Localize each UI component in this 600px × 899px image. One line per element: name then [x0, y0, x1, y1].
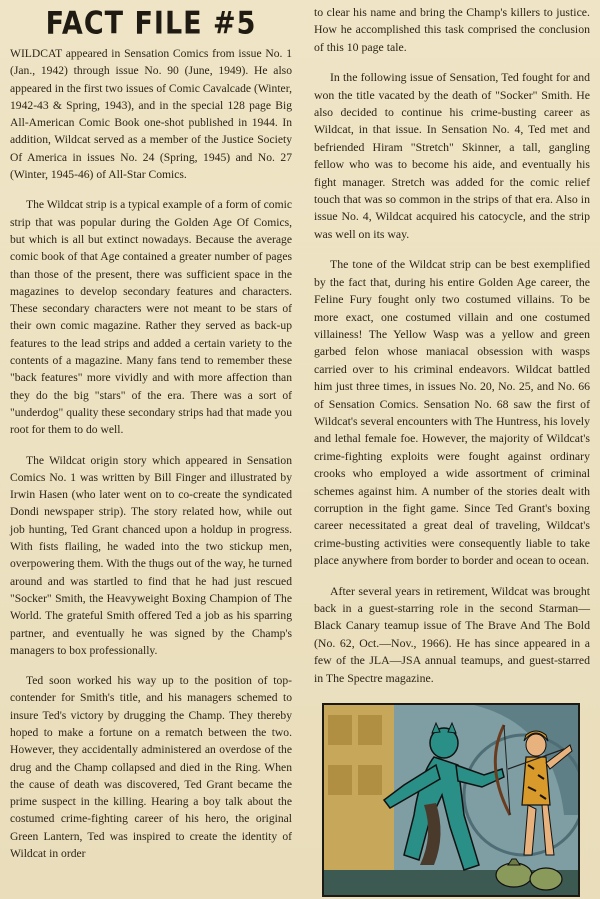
comic-panel-illustration	[322, 703, 580, 897]
paragraph-villains: The tone of the Wildcat strip can be best exemplified by the fact that, during his entire Golden Age career, the Feline Fury fought only two costumed villains. To be more exact, one costumed villain and one costumed villainess! The Yellow Wasp was a yellow and green garbed felon whose maniacal obsession with wasps carried over to his criminal endeavors. Wildcat battled him just three times, in issues No. 20, No. 25, and No. 66 of Sensation Comics. Sensation No. 68 saw the first of Wildcat's several encounters with The Huntress, his lovely and lethal female foe. However, the majority of Wildcat's crime-fighting exploits were fought against ordinary crooks who employed a wide assortment of criminal schemes against him. A number of the stories dealt with corruption in the fight game. Since Ted Grant's boxing career necessitated a great deal of traveling, Wildcat's crime-busting activities were consequently liable to take place anywhere from border to border and ocean to ocean.	[314, 257, 590, 568]
paragraph-origin-story: The Wildcat origin story which appeared in Sensation Comics No. 1 was written by Bill Finger and illustrated by Irwin Hasen (who later went on to co-create the syndicated Dondi newspaper strip). The story related how, while out job hunting, Ted Grant chanced upon a holdup in progress. With fists flailing, he waded into the two stickup men, overpowering them. With the thugs out of the way, he turned around and was startled to find that he had just rescued "Socker" Smith, the Heavyweight Boxing Champion of The World. The grateful Smith offered Ted a job as his sparring partner, and eventually he was signed by the Champ's managers to box professionally.	[10, 453, 292, 657]
paragraph-stretch-skinner: In the following issue of Sensation, Ted fought for and won the title vacated by the death of "Socker" Smith. He also decided to continue his crime-busting career as Wildcat, in that issue. In Sensation No. 4, Ted met and befriended Hiram "Stretch" Skinner, a tall, gangling fellow who was to become his aide, and eventually his fight manager. Stretch was added for the comic relief touch that was so common in the strips of that era. Also in issue No. 4, Wildcat acquired his catocycle, and the strip was well on its way.	[314, 70, 590, 241]
paragraph-publication-history: WILDCAT appeared in Sensation Comics from issue No. 1 (Jan., 1942) through issue No. 90 (June, 1949). He also appeared in the first two issues of Comic Cavalcade (Winter, 1942-43 & Spring, 1943), and in the special 128 page Big All-American Comic Book one-shot published in 1944. In addition, Wildcat served as a member of the Justice Society Of America in issues No. 24 (Spring, 1945) and No. 27 (Winter, 1945-46) of All-Star Comics.	[10, 47, 292, 182]
paragraph-strip-type: The Wildcat strip is a typical example of a form of comic strip that was popular during the Golden Age Of Comics, but which is all but extinct nowadays. Because the average comic book of that Age contained a greater number of pages than those of the present, there was sufficient space in the magazines to develop secondary features and characters. These secondary characters were not meant to be stars of their own comic magazine. Rather they served as back-up features to the lead strips and added a certain variety to the contents of a magazine. Many fans tend to remember these "back features" more vividly and with more affection than they do the big "stars" of the era. There was a sort of "underdog" quality these secondary strips had that made you root for them to do well.	[10, 198, 292, 437]
page-title: FACT FILE #5	[45, 6, 257, 42]
paragraph-return: After several years in retirement, Wildcat was brought back in a guest-starring role in the second Starman—Black Canary teamup issue of The Brave And The Bold (No. 62, Oct.—Nov., 1966). He has since appeared in a few of the JLA—JSA annual teamups, and guest-starred in The Spectre magazine.	[314, 583, 590, 685]
wildcat-huntress-artwork	[324, 705, 578, 895]
right-column	[300, 0, 600, 899]
paragraph-champ-death: Ted soon worked his way up to the position of top-contender for Smith's title, and his managers schemed to insure Ted's victory by drugging the Champ. They thereby hoped to make a fortune on a rematch between the two. However, they accidentally administered an overdose of the drug and the Champ collapsed and died in the Ring. When the cause of death was discovered, Ted Grant became the prime suspect in the killing. Hearing a boy talk about the costumed crime-fighting career of his hero, the original Green Lantern, Ted was inspired to create the identity of Wildcat in order	[10, 674, 292, 861]
paragraph-clear-name: to clear his name and bring the Champ's killers to justice. How he accomplished this task comprised the conclusion of this 10 page tale.	[314, 5, 590, 54]
